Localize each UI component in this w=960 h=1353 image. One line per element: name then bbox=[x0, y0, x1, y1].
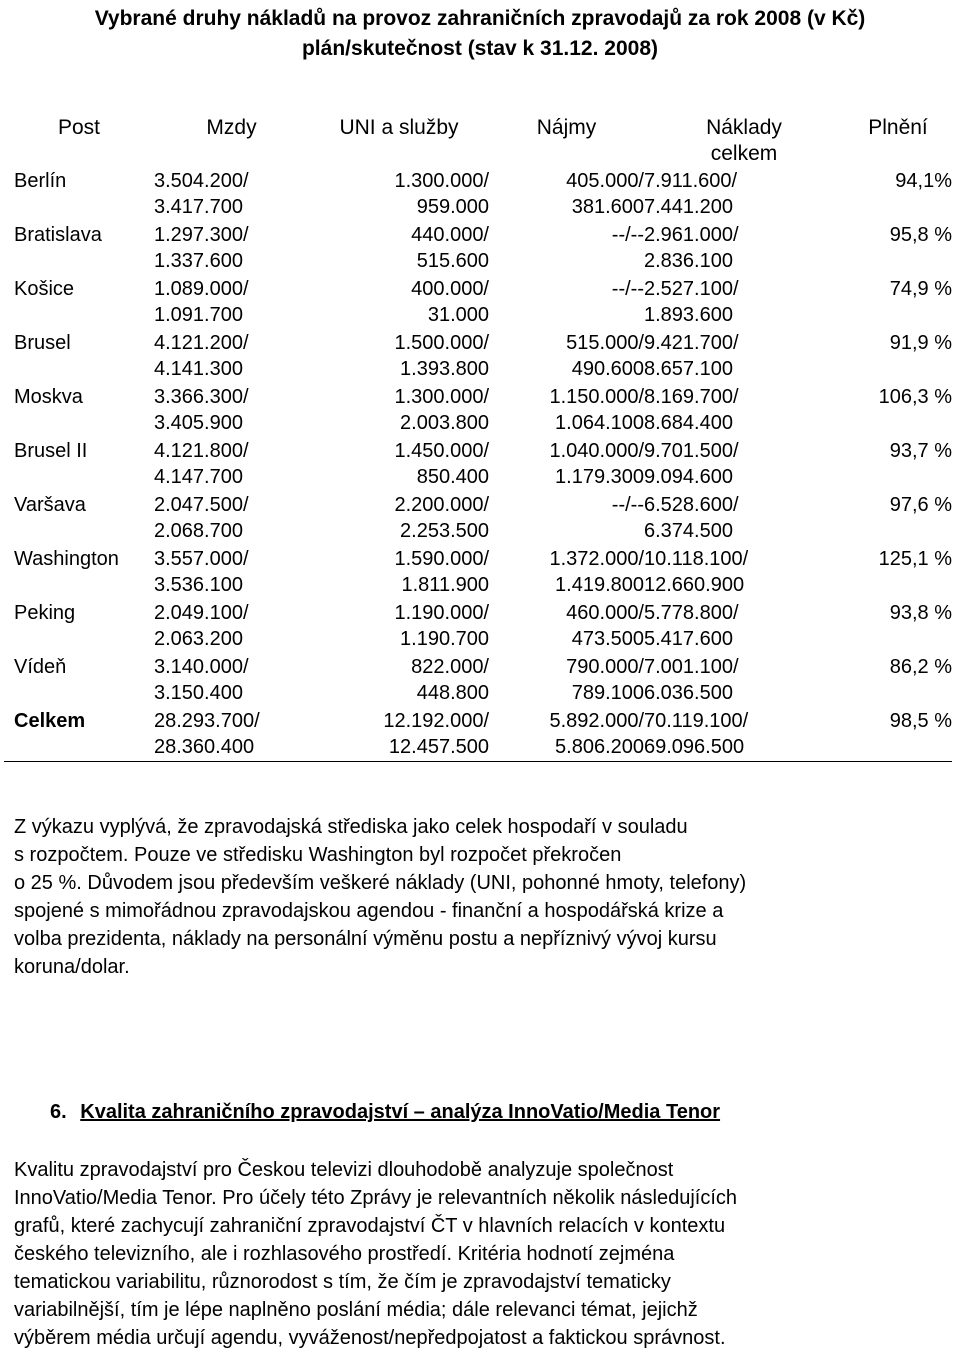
cell-naklady-actual: 8.684.400 bbox=[644, 412, 733, 434]
section-title: Kvalita zahraničního zpravodajství – analýza InnoVatio/Media Tenor bbox=[80, 1101, 721, 1123]
paragraph-line: variabilnější, tím je lépe naplněno poslání média; dále relevanci témat, jejichž bbox=[14, 1299, 698, 1321]
cell-mzdy bbox=[154, 707, 309, 762]
cell-post: Brusel bbox=[14, 332, 71, 354]
header-naklady bbox=[644, 114, 844, 167]
cell-plneni: 86,2 % bbox=[889, 656, 952, 678]
cell-naklady-actual: 9.094.600 bbox=[644, 466, 733, 488]
cell-najmy-plan: --/-- bbox=[611, 224, 644, 246]
cell-najmy-actual: 789.100 bbox=[571, 682, 644, 704]
cell-najmy-plan: 1.040.000/ bbox=[549, 440, 644, 462]
cell-uni-plan: 1.590.000/ bbox=[394, 548, 489, 570]
cell-uni bbox=[309, 707, 489, 762]
table-row bbox=[4, 221, 952, 275]
paragraph-line: Z výkazu vyplývá, že zpravodajská střediska jako celek hospodaří v souladu bbox=[14, 816, 688, 838]
cell-mzdy-plan: 2.049.100/ bbox=[154, 602, 249, 624]
cell-mzdy-actual: 1.337.600 bbox=[154, 250, 243, 272]
paragraph-line: InnoVatio/Media Tenor. Pro účely této Zprávy je relevantních několik následujících bbox=[14, 1187, 737, 1209]
paragraph-line: volba prezidenta, náklady na personální výměnu postu a nepříznivý vývoj kursu bbox=[14, 928, 717, 950]
cell-naklady bbox=[644, 329, 844, 383]
cell-naklady-actual: 1.893.600 bbox=[644, 304, 733, 326]
cell-naklady-actual: 6.374.500 bbox=[644, 520, 733, 542]
cell-najmy-plan: 405.000/ bbox=[566, 170, 644, 192]
cell-najmy bbox=[489, 653, 644, 707]
cell-najmy bbox=[489, 275, 644, 329]
cell-uni bbox=[309, 329, 489, 383]
cell-naklady-plan: 5.778.800/ bbox=[644, 602, 739, 624]
cell-naklady-actual: 5.417.600 bbox=[644, 628, 733, 650]
cell-uni-actual: 850.400 bbox=[416, 466, 489, 488]
cell-plneni: 93,8 % bbox=[889, 602, 952, 624]
cell-uni bbox=[309, 437, 489, 491]
cell-mzdy bbox=[154, 545, 309, 599]
header-naklady-line2: celkem bbox=[710, 142, 778, 165]
cell-uni bbox=[309, 275, 489, 329]
cell-najmy bbox=[489, 329, 644, 383]
cell-naklady-actual: 6.036.500 bbox=[644, 682, 733, 704]
cell-mzdy bbox=[154, 383, 309, 437]
cell-najmy bbox=[489, 383, 644, 437]
cell-plneni: 74,9 % bbox=[889, 278, 952, 300]
cell-uni bbox=[309, 599, 489, 653]
cell-plneni: 125,1 % bbox=[878, 548, 952, 570]
cell-najmy-plan: 460.000/ bbox=[566, 602, 644, 624]
cell-naklady-plan: 2.527.100/ bbox=[644, 278, 739, 300]
table-row bbox=[4, 653, 952, 707]
table-row bbox=[4, 707, 952, 762]
title-line-2: plán/skutečnost (stav k 31.12. 2008) bbox=[301, 37, 658, 60]
cell-naklady-actual: 12.660.900 bbox=[644, 574, 745, 596]
cell-uni-plan: 822.000/ bbox=[411, 656, 489, 678]
cell-najmy-actual: 473.500 bbox=[571, 628, 644, 650]
cell-mzdy bbox=[154, 275, 309, 329]
cell-uni-plan: 400.000/ bbox=[411, 278, 489, 300]
cell-post: Moskva bbox=[14, 386, 83, 408]
table-row bbox=[4, 329, 952, 383]
cell-mzdy-plan: 1.089.000/ bbox=[154, 278, 249, 300]
section-number: 6. bbox=[50, 1101, 67, 1123]
cell-mzdy bbox=[154, 329, 309, 383]
cell-mzdy-plan: 4.121.800/ bbox=[154, 440, 249, 462]
costs-table bbox=[4, 114, 952, 762]
cell-mzdy-actual: 28.360.400 bbox=[154, 736, 255, 758]
cell-najmy-plan: --/-- bbox=[611, 278, 644, 300]
paragraph-line: o 25 %. Důvodem jsou především veškeré náklady (UNI, pohonné hmoty, telefony) bbox=[14, 872, 747, 894]
cell-uni-actual: 2.253.500 bbox=[400, 520, 489, 542]
cell-uni-actual: 1.811.900 bbox=[401, 574, 489, 596]
cell-uni-actual: 2.003.800 bbox=[400, 412, 489, 434]
cell-uni-actual: 515.600 bbox=[416, 250, 489, 272]
cell-post: Peking bbox=[14, 602, 76, 624]
cell-najmy-actual bbox=[489, 518, 644, 544]
paragraph-media-tenor bbox=[14, 1156, 944, 1352]
cell-najmy bbox=[489, 707, 644, 762]
cell-uni-plan: 440.000/ bbox=[411, 224, 489, 246]
cell-plneni: 97,6 % bbox=[889, 494, 952, 516]
cell-mzdy-actual: 3.150.400 bbox=[154, 682, 243, 704]
cell-uni-actual: 448.800 bbox=[416, 682, 489, 704]
cell-post: Košice bbox=[14, 278, 75, 300]
cell-naklady bbox=[644, 167, 844, 221]
table-row bbox=[4, 275, 952, 329]
cell-uni-actual: 1.393.800 bbox=[400, 358, 489, 380]
cell-uni-plan: 1.190.000/ bbox=[394, 602, 489, 624]
paragraph-line: s rozpočtem. Pouze ve středisku Washington byl rozpočet překročen bbox=[14, 844, 622, 866]
cell-uni-plan: 2.200.000/ bbox=[394, 494, 489, 516]
cell-uni-actual: 1.190.700 bbox=[400, 628, 489, 650]
cell-najmy bbox=[489, 545, 644, 599]
table-row bbox=[4, 545, 952, 599]
cell-mzdy-actual: 1.091.700 bbox=[154, 304, 243, 326]
cell-naklady-plan: 7.001.100/ bbox=[644, 656, 739, 678]
cell-najmy-actual: 1.419.800 bbox=[555, 574, 644, 596]
cell-plneni: 93,7 % bbox=[889, 440, 952, 462]
header-naklady-line1: Náklady bbox=[706, 116, 782, 139]
paragraph-line: tematickou variabilitu, různorodost s tím, že čím je zpravodajství tematicky bbox=[14, 1271, 671, 1293]
cell-post: Bratislava bbox=[14, 224, 102, 246]
cell-uni bbox=[309, 491, 489, 545]
cell-najmy-plan: 1.150.000/ bbox=[549, 386, 644, 408]
cell-najmy-actual bbox=[489, 302, 644, 328]
cell-mzdy-plan: 28.293.700/ bbox=[154, 710, 260, 732]
cell-najmy bbox=[489, 221, 644, 275]
cell-mzdy-plan: 3.140.000/ bbox=[154, 656, 249, 678]
cell-naklady-plan: 9.701.500/ bbox=[644, 440, 739, 462]
cell-najmy-actual: 1.064.100 bbox=[555, 412, 644, 434]
cell-naklady bbox=[644, 545, 844, 599]
cell-najmy-actual: 490.600 bbox=[571, 358, 644, 380]
cell-post: Celkem bbox=[4, 707, 154, 762]
cell-najmy bbox=[489, 599, 644, 653]
cell-post: Vídeň bbox=[14, 656, 67, 678]
cell-mzdy-actual: 2.068.700 bbox=[154, 520, 243, 542]
header-uni: UNI a služby bbox=[339, 116, 459, 139]
cell-naklady-actual: 2.836.100 bbox=[644, 250, 733, 272]
title-line-1: Vybrané druhy nákladů na provoz zahraničních zpravodajů za rok 2008 (v Kč) bbox=[94, 7, 866, 30]
cell-naklady bbox=[644, 707, 844, 762]
cell-mzdy-actual: 3.405.900 bbox=[154, 412, 243, 434]
table-row bbox=[4, 167, 952, 221]
paragraph-line: Kvalitu zpravodajství pro Českou televizi dlouhodobě analyzuje společnost bbox=[14, 1159, 674, 1181]
cell-naklady bbox=[644, 275, 844, 329]
paragraph-line: výběrem média určují agendu, vyváženost/nepředpojatost a faktickou správnost. bbox=[14, 1327, 726, 1349]
paragraph-line: spojené s mimořádnou zpravodajskou agendou - finanční a hospodářská krize a bbox=[14, 900, 724, 922]
paragraph-line: českého televizního, ale i rozhlasového prostředí. Kritéria hodnotí zejména bbox=[14, 1243, 675, 1265]
cell-naklady bbox=[644, 653, 844, 707]
cell-najmy-plan: 790.000/ bbox=[566, 656, 644, 678]
cell-mzdy-plan: 4.121.200/ bbox=[154, 332, 249, 354]
cell-naklady bbox=[644, 383, 844, 437]
table-row bbox=[4, 383, 952, 437]
cell-uni-plan: 12.192.000/ bbox=[383, 710, 489, 732]
cell-uni-plan: 1.300.000/ bbox=[394, 170, 489, 192]
cell-mzdy-actual: 4.147.700 bbox=[154, 466, 243, 488]
cell-plneni: 91,9 % bbox=[889, 332, 952, 354]
cell-uni bbox=[309, 167, 489, 221]
cell-naklady-plan: 7.911.600/ bbox=[644, 170, 738, 192]
cell-najmy bbox=[489, 167, 644, 221]
cell-uni-plan: 1.300.000/ bbox=[394, 386, 489, 408]
header-plneni: Plnění bbox=[868, 116, 928, 139]
section-heading bbox=[50, 1098, 720, 1126]
cell-najmy-actual: 1.179.300 bbox=[555, 466, 644, 488]
document-title bbox=[0, 4, 960, 64]
cell-naklady-actual: 69.096.500 bbox=[644, 736, 745, 758]
cell-naklady-actual: 8.657.100 bbox=[644, 358, 733, 380]
cell-post: Berlín bbox=[14, 170, 67, 192]
cell-mzdy bbox=[154, 599, 309, 653]
cell-uni bbox=[309, 383, 489, 437]
cell-uni-plan: 1.450.000/ bbox=[394, 440, 489, 462]
header-post: Post bbox=[57, 116, 101, 139]
cell-najmy-actual bbox=[489, 248, 644, 274]
cell-naklady-actual: 7.441.200 bbox=[644, 196, 733, 218]
cell-najmy-plan: 515.000/ bbox=[566, 332, 644, 354]
cell-mzdy-plan: 3.557.000/ bbox=[154, 548, 249, 570]
cell-mzdy-plan: 2.047.500/ bbox=[154, 494, 249, 516]
header-najmy: Nájmy bbox=[536, 116, 597, 139]
cell-post: Washington bbox=[14, 548, 119, 570]
cell-mzdy-plan: 1.297.300/ bbox=[154, 224, 249, 246]
cell-uni bbox=[309, 545, 489, 599]
table-row bbox=[4, 599, 952, 653]
cell-naklady-plan: 9.421.700/ bbox=[644, 332, 739, 354]
cell-post: Varšava bbox=[14, 494, 86, 516]
cell-plneni: 95,8 % bbox=[889, 224, 952, 246]
paragraph-budget-summary bbox=[14, 813, 954, 981]
cell-uni-actual: 12.457.500 bbox=[388, 736, 489, 758]
cell-naklady-plan: 10.118.100/ bbox=[644, 548, 749, 570]
cell-najmy-plan: --/-- bbox=[611, 494, 644, 516]
cell-mzdy-actual: 3.417.700 bbox=[154, 196, 243, 218]
cell-naklady bbox=[644, 599, 844, 653]
cell-mzdy bbox=[154, 491, 309, 545]
cell-plneni: 98,5 % bbox=[844, 707, 952, 762]
cell-mzdy-plan: 3.504.200/ bbox=[154, 170, 249, 192]
cell-uni bbox=[309, 653, 489, 707]
cell-naklady bbox=[644, 221, 844, 275]
cell-najmy bbox=[489, 491, 644, 545]
table-row bbox=[4, 491, 952, 545]
cell-najmy bbox=[489, 437, 644, 491]
cell-mzdy-actual: 3.536.100 bbox=[154, 574, 243, 596]
cell-mzdy-actual: 2.063.200 bbox=[154, 628, 243, 650]
paragraph-line: koruna/dolar. bbox=[14, 956, 130, 978]
cell-mzdy bbox=[154, 221, 309, 275]
header-mzdy: Mzdy bbox=[206, 116, 257, 139]
cell-mzdy-actual: 4.141.300 bbox=[154, 358, 243, 380]
cell-post: Brusel II bbox=[14, 440, 88, 462]
cell-naklady-plan: 70.119.100/ bbox=[644, 710, 749, 732]
cell-uni bbox=[309, 221, 489, 275]
cell-uni-plan: 1.500.000/ bbox=[394, 332, 489, 354]
table-row bbox=[4, 437, 952, 491]
cell-najmy-plan: 1.372.000/ bbox=[549, 548, 644, 570]
cell-mzdy-plan: 3.366.300/ bbox=[154, 386, 249, 408]
cell-mzdy bbox=[154, 167, 309, 221]
cell-naklady bbox=[644, 437, 844, 491]
cell-naklady-plan: 6.528.600/ bbox=[644, 494, 739, 516]
cell-mzdy bbox=[154, 437, 309, 491]
cell-naklady bbox=[644, 491, 844, 545]
cell-uni-actual: 31.000 bbox=[427, 304, 489, 326]
cell-najmy-actual: 381.600 bbox=[571, 196, 644, 218]
paragraph-line: grafů, které zachycují zahraniční zpravodajství ČT v hlavních relacích v kontextu bbox=[14, 1215, 726, 1237]
cell-uni-actual: 959.000 bbox=[416, 196, 489, 218]
cell-naklady-plan: 8.169.700/ bbox=[644, 386, 739, 408]
cell-mzdy bbox=[154, 653, 309, 707]
cell-plneni: 106,3 % bbox=[878, 386, 952, 408]
cell-naklady-plan: 2.961.000/ bbox=[644, 224, 739, 246]
cell-plneni: 94,1% bbox=[895, 170, 952, 192]
cell-najmy-plan: 5.892.000/ bbox=[549, 710, 644, 732]
cell-najmy-actual: 5.806.200 bbox=[555, 736, 644, 758]
table-header-row bbox=[4, 114, 952, 167]
